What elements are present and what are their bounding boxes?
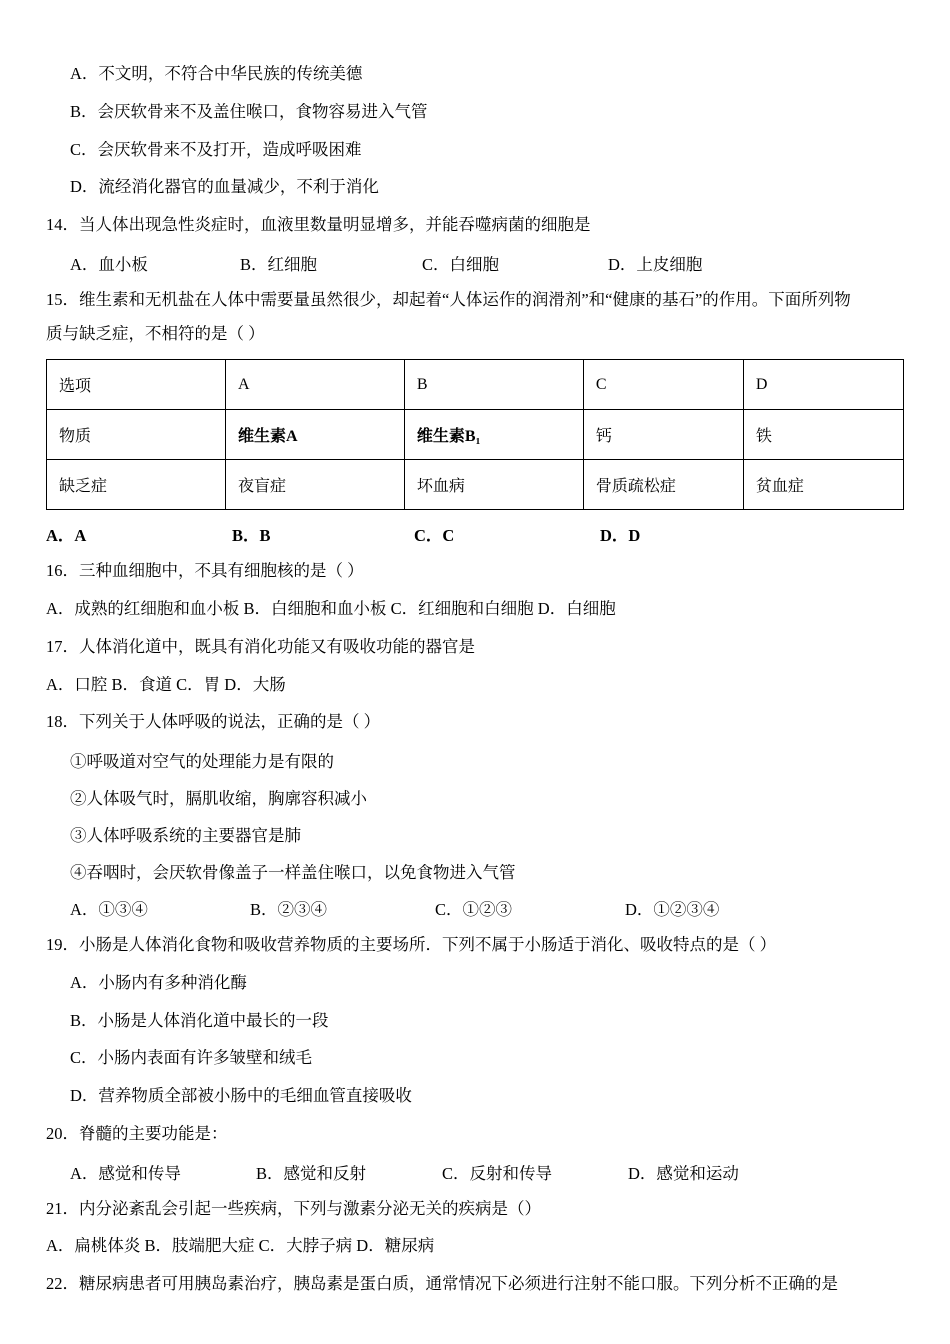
option-20-c: C．反射和传导 [442, 1163, 553, 1183]
option-13-c: C．会厌软骨来不及打开，造成呼吸困难 [70, 139, 362, 159]
table-cell: 夜盲症 [225, 460, 404, 510]
option-18-c: C．①②③ [435, 900, 513, 919]
question-18-statement-2: ②人体吸气时，膈肌收缩，胸廓容积减小 [70, 789, 367, 808]
option-18-b: B．②③④ [250, 900, 328, 919]
option-14-a: A．血小板 [70, 254, 148, 274]
table-row [47, 410, 904, 460]
question-21-stem: 21．内分泌紊乱会引起一些疾病，下列与激素分泌无关的疾病是（） [46, 1198, 541, 1218]
question-18-statement-4: ④吞咽时，会厌软骨像盖子一样盖住喉口，以免食物进入气管 [70, 863, 516, 882]
table-cell: 维生素A [225, 410, 404, 460]
table-cell: C [583, 360, 743, 410]
option-20-b: B．感觉和反射 [256, 1163, 367, 1183]
table-cell: 缺乏症 [47, 460, 226, 510]
option-14-c: C．白细胞 [422, 254, 500, 274]
table-row [47, 460, 904, 510]
question-20-options [46, 1160, 904, 1184]
question-19-stem: 19．小肠是人体消化食物和吸收营养物质的主要场所．下列不属于小肠适于消化、吸收特点的是（ ） [46, 935, 777, 954]
table-cell: 骨质疏松症 [583, 460, 743, 510]
question-18-statement-1: ①呼吸道对空气的处理能力是有限的 [70, 752, 334, 771]
question-15-options [46, 522, 904, 546]
table-cell: 钙 [583, 410, 743, 460]
vitamin-deficiency-table [46, 359, 904, 510]
option-13-b: B．会厌软骨来不及盖住喉口，食物容易进入气管 [70, 101, 428, 121]
question-14-stem: 14．当人体出现急性炎症时，血液里数量明显增多，并能吞噬病菌的细胞是 [46, 215, 591, 234]
question-18-statement-3: ③人体呼吸系统的主要器官是肺 [70, 826, 301, 845]
table-cell: 选项 [47, 360, 226, 410]
question-18-options [46, 896, 904, 920]
table-row [47, 360, 904, 410]
table-cell: B [404, 360, 583, 410]
table-cell: 铁 [743, 410, 903, 460]
option-15-c: C．C [414, 526, 455, 546]
question-17-stem: 17．人体消化道中，既具有消化功能又有吸收功能的器官是 [46, 636, 475, 656]
option-18-d: D．①②③④ [625, 900, 720, 919]
question-15-stem-line1: 15．维生素和无机盐在人体中需要量虽然很少，却起着“人体运作的润滑剂”和“健康的基石”的作用。下面所列物 [46, 289, 851, 309]
option-15-d: D．D [600, 526, 641, 546]
table-cell: 贫血症 [743, 460, 903, 510]
question-16-options: A．成熟的红细胞和血小板 B．白细胞和血小板 C．红细胞和白细胞 D．白细胞 [46, 599, 616, 618]
option-19-c: C．小肠内表面有许多皱壁和绒毛 [70, 1048, 313, 1068]
question-16-stem: 16．三种血细胞中，不具有细胞核的是（ ） [46, 561, 364, 581]
question-21-options: A．扁桃体炎 B．肢端肥大症 C．大脖子病 D．糖尿病 [46, 1236, 435, 1256]
option-20-d: D．感觉和运动 [628, 1163, 739, 1183]
table-cell: D [743, 360, 903, 410]
table-cell: 维生素B₁ [404, 410, 583, 460]
option-20-a: A．感觉和传导 [70, 1163, 181, 1183]
question-18-stem: 18．下列关于人体呼吸的说法，正确的是（ ） [46, 712, 381, 732]
table-cell: A [225, 360, 404, 410]
option-19-b: B．小肠是人体消化道中最长的一段 [70, 1010, 329, 1030]
option-13-a: A．不文明，不符合中华民族的传统美德 [70, 64, 363, 83]
option-15-a: A．A [46, 526, 87, 546]
question-22-stem: 22．糖尿病患者可用胰岛素治疗，胰岛素是蛋白质，通常情况下必须进行注射不能口服。下列分析不正确的是 [46, 1274, 838, 1293]
option-18-a: A．①③④ [70, 900, 148, 919]
table-cell: 坏血病 [404, 460, 583, 510]
option-14-d: D．上皮细胞 [608, 254, 703, 274]
question-14-options [46, 251, 904, 275]
option-19-a: A．小肠内有多种消化酶 [70, 972, 247, 992]
question-20-stem: 20．脊髓的主要功能是： [46, 1123, 228, 1143]
option-19-d: D．营养物质全部被小肠中的毛细血管直接吸收 [70, 1086, 412, 1105]
option-13-d: D．流经消化器官的血量减少，不利于消化 [70, 177, 379, 197]
question-15-stem-line2: 质与缺乏症，不相符的是（ ） [46, 323, 265, 343]
option-15-b: B．B [232, 526, 271, 546]
question-17-options: A．口腔 B．食道 C．胃 D．大肠 [46, 674, 286, 694]
option-14-b: B．红细胞 [240, 254, 318, 274]
table-cell: 物质 [47, 410, 226, 460]
